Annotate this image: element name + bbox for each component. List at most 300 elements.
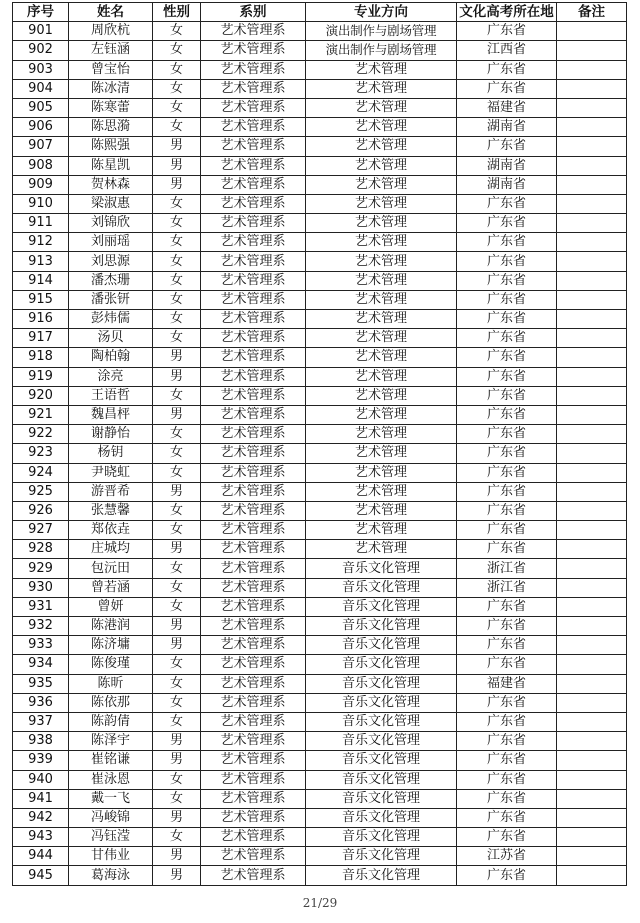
cell-dept: 艺术管理系 [201,732,306,751]
cell-dept: 艺术管理系 [201,156,306,175]
cell-no: 920 [13,386,69,405]
cell-dept: 艺术管理系 [201,578,306,597]
table-row [13,118,627,137]
cell-no: 931 [13,597,69,616]
table-row [13,175,627,194]
cell-major: 音乐文化管理 [306,751,457,770]
cell-no: 929 [13,559,69,578]
cell-name: 陈冰清 [69,79,153,98]
cell-major: 艺术管理 [306,194,457,213]
cell-sex: 男 [153,156,201,175]
cell-dept: 艺术管理系 [201,214,306,233]
cell-note [557,636,627,655]
cell-dept: 艺术管理系 [201,233,306,252]
cell-sex: 女 [153,828,201,847]
cell-major: 艺术管理 [306,79,457,98]
cell-major: 音乐文化管理 [306,559,457,578]
cell-sex: 男 [153,348,201,367]
table-row [13,597,627,616]
table-row [13,405,627,424]
cell-province: 浙江省 [457,559,557,578]
cell-sex: 女 [153,693,201,712]
cell-province: 广东省 [457,866,557,885]
cell-name: 彭炜儒 [69,310,153,329]
table-row [13,41,627,60]
cell-no: 941 [13,789,69,808]
table-row [13,770,627,789]
cell-name: 王语哲 [69,386,153,405]
cell-major: 艺术管理 [306,367,457,386]
cell-no: 902 [13,41,69,60]
cell-name: 涂亮 [69,367,153,386]
cell-name: 庄城均 [69,540,153,559]
cell-no: 905 [13,98,69,117]
cell-province: 广东省 [457,329,557,348]
cell-province: 广东省 [457,214,557,233]
table-row [13,156,627,175]
cell-name: 刘锦欣 [69,214,153,233]
cell-no: 942 [13,808,69,827]
cell-major: 演出制作与剧场管理 [306,22,457,41]
cell-note [557,751,627,770]
cell-province: 广东省 [457,233,557,252]
cell-major: 艺术管理 [306,348,457,367]
cell-dept: 艺术管理系 [201,444,306,463]
cell-no: 918 [13,348,69,367]
cell-note [557,482,627,501]
cell-sex: 男 [153,175,201,194]
cell-note [557,175,627,194]
cell-sex: 女 [153,118,201,137]
cell-note [557,866,627,885]
cell-name: 汤贝 [69,329,153,348]
table-row [13,252,627,271]
cell-note [557,310,627,329]
cell-no: 925 [13,482,69,501]
cell-major: 音乐文化管理 [306,828,457,847]
cell-note [557,540,627,559]
table-row [13,310,627,329]
cell-no: 940 [13,770,69,789]
cell-province: 广东省 [457,348,557,367]
cell-note [557,674,627,693]
cell-note [557,808,627,827]
cell-sex: 男 [153,540,201,559]
cell-dept: 艺术管理系 [201,674,306,693]
table-row [13,98,627,117]
cell-name: 周欣杭 [69,22,153,41]
cell-major: 艺术管理 [306,310,457,329]
cell-province: 湖南省 [457,156,557,175]
cell-province: 广东省 [457,540,557,559]
cell-major: 艺术管理 [306,60,457,79]
cell-note [557,463,627,482]
table-row [13,463,627,482]
cell-sex: 女 [153,655,201,674]
cell-note [557,655,627,674]
cell-province: 广东省 [457,137,557,156]
cell-note [557,789,627,808]
cell-no: 922 [13,425,69,444]
table-row [13,732,627,751]
cell-province: 广东省 [457,521,557,540]
cell-name: 陈昕 [69,674,153,693]
table-row [13,828,627,847]
table-row [13,521,627,540]
cell-no: 912 [13,233,69,252]
header-province: 文化高考所在地 [457,3,557,22]
cell-major: 音乐文化管理 [306,712,457,731]
cell-major: 艺术管理 [306,156,457,175]
cell-note [557,770,627,789]
table-row [13,501,627,520]
cell-no: 939 [13,751,69,770]
cell-dept: 艺术管理系 [201,79,306,98]
cell-no: 944 [13,847,69,866]
cell-major: 艺术管理 [306,386,457,405]
cell-note [557,79,627,98]
cell-dept: 艺术管理系 [201,693,306,712]
table-row [13,540,627,559]
cell-major: 艺术管理 [306,233,457,252]
table-body [13,22,627,885]
cell-name: 陈星凯 [69,156,153,175]
cell-dept: 艺术管理系 [201,501,306,520]
cell-sex: 男 [153,751,201,770]
cell-name: 刘丽瑶 [69,233,153,252]
table-row [13,194,627,213]
cell-dept: 艺术管理系 [201,386,306,405]
cell-dept: 艺术管理系 [201,41,306,60]
cell-note [557,386,627,405]
table-row [13,482,627,501]
cell-major: 音乐文化管理 [306,636,457,655]
cell-no: 933 [13,636,69,655]
table-row [13,693,627,712]
table-row [13,444,627,463]
cell-note [557,194,627,213]
cell-major: 艺术管理 [306,98,457,117]
cell-dept: 艺术管理系 [201,405,306,424]
cell-major: 艺术管理 [306,175,457,194]
cell-province: 广东省 [457,367,557,386]
cell-province: 广东省 [457,194,557,213]
cell-dept: 艺术管理系 [201,540,306,559]
cell-name: 甘伟业 [69,847,153,866]
cell-major: 音乐文化管理 [306,655,457,674]
cell-name: 郑依垚 [69,521,153,540]
cell-note [557,597,627,616]
header-row [13,3,627,22]
cell-no: 928 [13,540,69,559]
cell-note [557,367,627,386]
cell-sex: 女 [153,233,201,252]
table-row [13,214,627,233]
cell-province: 广东省 [457,22,557,41]
table-row [13,617,627,636]
cell-province: 广东省 [457,271,557,290]
header-name: 姓名 [69,3,153,22]
table-row [13,60,627,79]
cell-no: 903 [13,60,69,79]
cell-major: 音乐文化管理 [306,732,457,751]
cell-note [557,329,627,348]
cell-province: 广东省 [457,808,557,827]
cell-name: 梁淑惠 [69,194,153,213]
header-sex: 性别 [153,3,201,22]
cell-sex: 女 [153,60,201,79]
table-row [13,425,627,444]
cell-no: 910 [13,194,69,213]
table-row [13,789,627,808]
cell-note [557,559,627,578]
cell-province: 江苏省 [457,847,557,866]
cell-no: 923 [13,444,69,463]
table-row [13,367,627,386]
cell-dept: 艺术管理系 [201,310,306,329]
cell-major: 艺术管理 [306,137,457,156]
cell-no: 932 [13,617,69,636]
cell-dept: 艺术管理系 [201,789,306,808]
cell-name: 曾宝怡 [69,60,153,79]
cell-no: 914 [13,271,69,290]
cell-province: 广东省 [457,425,557,444]
cell-note [557,137,627,156]
cell-sex: 女 [153,521,201,540]
cell-dept: 艺术管理系 [201,118,306,137]
table-row [13,655,627,674]
cell-name: 冯钰滢 [69,828,153,847]
cell-province: 广东省 [457,444,557,463]
cell-dept: 艺术管理系 [201,770,306,789]
student-roster-table [12,2,627,886]
cell-no: 919 [13,367,69,386]
cell-name: 崔泳恩 [69,770,153,789]
cell-sex: 女 [153,290,201,309]
cell-sex: 女 [153,271,201,290]
cell-no: 913 [13,252,69,271]
header-dept: 系别 [201,3,306,22]
cell-name: 陈依那 [69,693,153,712]
table-row [13,808,627,827]
cell-name: 潘张钘 [69,290,153,309]
cell-province: 广东省 [457,482,557,501]
cell-sex: 女 [153,79,201,98]
cell-name: 魏昌枰 [69,405,153,424]
cell-dept: 艺术管理系 [201,22,306,41]
cell-province: 广东省 [457,789,557,808]
cell-dept: 艺术管理系 [201,559,306,578]
cell-province: 广东省 [457,310,557,329]
cell-province: 广东省 [457,252,557,271]
cell-dept: 艺术管理系 [201,597,306,616]
cell-sex: 女 [153,22,201,41]
cell-note [557,693,627,712]
cell-sex: 男 [153,367,201,386]
cell-major: 音乐文化管理 [306,770,457,789]
cell-dept: 艺术管理系 [201,271,306,290]
cell-no: 938 [13,732,69,751]
cell-province: 广东省 [457,712,557,731]
cell-name: 戴一飞 [69,789,153,808]
cell-name: 潘杰珊 [69,271,153,290]
cell-major: 音乐文化管理 [306,617,457,636]
cell-name: 曾妍 [69,597,153,616]
cell-no: 904 [13,79,69,98]
cell-name: 刘思源 [69,252,153,271]
cell-dept: 艺术管理系 [201,60,306,79]
cell-sex: 男 [153,847,201,866]
cell-sex: 女 [153,674,201,693]
cell-major: 艺术管理 [306,271,457,290]
cell-dept: 艺术管理系 [201,828,306,847]
cell-major: 艺术管理 [306,521,457,540]
cell-sex: 女 [153,252,201,271]
cell-sex: 女 [153,386,201,405]
cell-dept: 艺术管理系 [201,751,306,770]
cell-major: 演出制作与剧场管理 [306,41,457,60]
cell-name: 杨钥 [69,444,153,463]
cell-province: 湖南省 [457,175,557,194]
cell-no: 911 [13,214,69,233]
cell-dept: 艺术管理系 [201,636,306,655]
cell-major: 艺术管理 [306,482,457,501]
cell-dept: 艺术管理系 [201,655,306,674]
cell-sex: 女 [153,463,201,482]
cell-major: 艺术管理 [306,540,457,559]
cell-no: 917 [13,329,69,348]
cell-dept: 艺术管理系 [201,348,306,367]
page-number: 21/29 [302,896,338,910]
header-note: 备注 [557,3,627,22]
cell-name: 陈泽宇 [69,732,153,751]
table-row [13,137,627,156]
cell-dept: 艺术管理系 [201,252,306,271]
cell-note [557,41,627,60]
cell-sex: 女 [153,425,201,444]
cell-sex: 女 [153,98,201,117]
cell-note [557,405,627,424]
table-header [13,3,627,22]
cell-no: 945 [13,866,69,885]
table-row [13,233,627,252]
cell-province: 广东省 [457,751,557,770]
cell-sex: 男 [153,808,201,827]
cell-province: 浙江省 [457,578,557,597]
cell-sex: 男 [153,732,201,751]
cell-major: 艺术管理 [306,425,457,444]
cell-name: 陶柏翰 [69,348,153,367]
cell-note [557,233,627,252]
table-row [13,712,627,731]
cell-name: 陈港润 [69,617,153,636]
cell-no: 934 [13,655,69,674]
cell-no: 908 [13,156,69,175]
table-row [13,866,627,885]
cell-no: 909 [13,175,69,194]
cell-no: 937 [13,712,69,731]
table-row [13,329,627,348]
cell-name: 陈济墉 [69,636,153,655]
table-row [13,79,627,98]
cell-dept: 艺术管理系 [201,847,306,866]
cell-province: 江西省 [457,41,557,60]
cell-note [557,578,627,597]
cell-no: 906 [13,118,69,137]
cell-name: 游晋希 [69,482,153,501]
cell-no: 936 [13,693,69,712]
cell-province: 湖南省 [457,118,557,137]
cell-sex: 男 [153,137,201,156]
cell-major: 音乐文化管理 [306,597,457,616]
cell-major: 音乐文化管理 [306,674,457,693]
cell-sex: 女 [153,578,201,597]
cell-note [557,732,627,751]
cell-name: 陈俊瑾 [69,655,153,674]
cell-province: 广东省 [457,386,557,405]
cell-dept: 艺术管理系 [201,194,306,213]
cell-dept: 艺术管理系 [201,329,306,348]
cell-no: 901 [13,22,69,41]
cell-name: 尹晓虹 [69,463,153,482]
table-row [13,386,627,405]
cell-name: 包沅田 [69,559,153,578]
cell-sex: 男 [153,617,201,636]
cell-note [557,60,627,79]
table-row [13,674,627,693]
cell-major: 艺术管理 [306,252,457,271]
cell-sex: 男 [153,482,201,501]
cell-sex: 女 [153,194,201,213]
cell-name: 谢静怡 [69,425,153,444]
cell-sex: 女 [153,444,201,463]
cell-sex: 女 [153,559,201,578]
cell-major: 艺术管理 [306,329,457,348]
cell-note [557,501,627,520]
cell-no: 930 [13,578,69,597]
cell-note [557,252,627,271]
cell-province: 广东省 [457,617,557,636]
cell-note [557,444,627,463]
cell-major: 艺术管理 [306,463,457,482]
cell-note [557,348,627,367]
cell-no: 927 [13,521,69,540]
cell-dept: 艺术管理系 [201,137,306,156]
cell-sex: 女 [153,310,201,329]
cell-sex: 女 [153,712,201,731]
cell-note [557,271,627,290]
cell-province: 广东省 [457,770,557,789]
cell-sex: 女 [153,789,201,808]
cell-dept: 艺术管理系 [201,175,306,194]
cell-dept: 艺术管理系 [201,521,306,540]
cell-note [557,828,627,847]
cell-sex: 男 [153,636,201,655]
cell-note [557,156,627,175]
cell-no: 926 [13,501,69,520]
cell-note [557,214,627,233]
cell-sex: 女 [153,770,201,789]
cell-major: 艺术管理 [306,118,457,137]
cell-province: 广东省 [457,501,557,520]
cell-dept: 艺术管理系 [201,712,306,731]
cell-dept: 艺术管理系 [201,808,306,827]
cell-major: 音乐文化管理 [306,808,457,827]
cell-major: 音乐文化管理 [306,847,457,866]
table-row [13,559,627,578]
cell-major: 音乐文化管理 [306,693,457,712]
cell-province: 广东省 [457,463,557,482]
